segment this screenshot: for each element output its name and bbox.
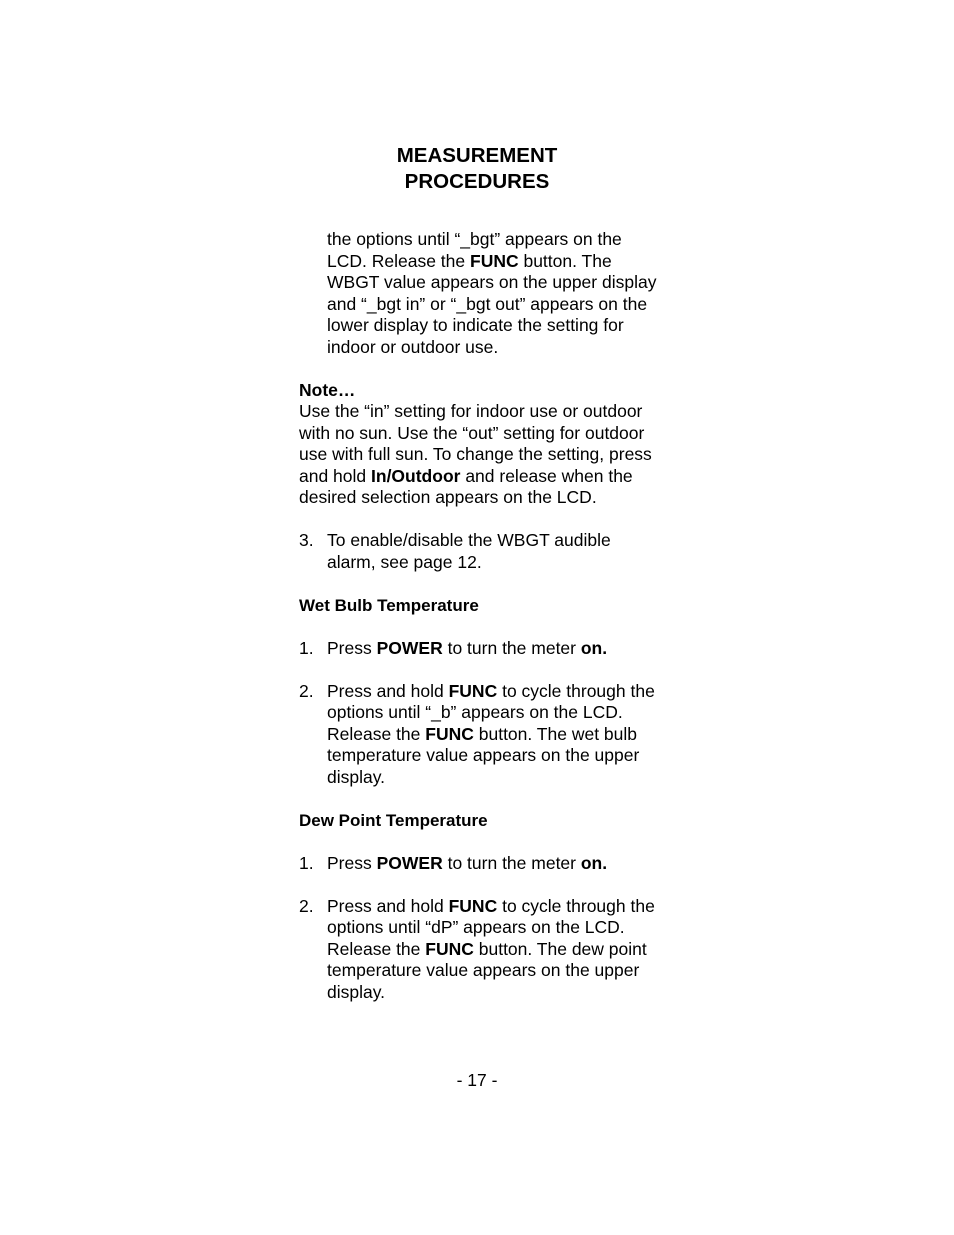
wet-bulb-step-1: 1. Press POWER to turn the meter on. [299, 637, 608, 658]
page-number: - 17 - [456, 1070, 498, 1090]
func-button-label: FUNC [425, 723, 474, 744]
list-item-3 [299, 530, 647, 573]
power-button-label: POWER [376, 852, 443, 873]
dew-point-step-1: 1. Press POWER to turn the meter on. [299, 852, 608, 873]
func-button-label: FUNC [425, 938, 474, 959]
page-title-line-2: PROCEDURES [404, 170, 550, 193]
continued-step-text: the options until “_bgt” appears on the LCD. Release the FUNC button. The WBGT value appears on the upper display and “_bgt in” or “_bgt out” appears on the lower display to indicate the setting for indoor or outdoor use. [327, 229, 657, 357]
page-title [300, 143, 654, 195]
dew-point-step-2: 2. Press and hold FUNC to cycle through the options until “dP” appears on the LCD. Release the FUNC button. The dew point temperature value appears on the upper display. [299, 895, 655, 1002]
list-item-number: 2. [299, 895, 314, 916]
dew-point-heading: Dew Point Temperature [299, 810, 488, 830]
list-item-number: 3. [299, 530, 314, 550]
list-item-number: 1. [299, 637, 314, 658]
in-outdoor-button-label: In/Outdoor [371, 465, 461, 486]
func-button-label: FUNC [448, 680, 498, 701]
note-title: Note… [299, 379, 356, 400]
power-button-label: POWER [376, 637, 443, 658]
list-item-text: To enable/disable the WBGT audible alarm, see page 12. [327, 530, 611, 572]
func-button-label: FUNC [470, 250, 519, 271]
wet-bulb-step-2: 2. Press and hold FUNC to cycle through the options until “_b” appears on the LCD. Release the FUNC button. The wet bulb temperature value appears on the upper display. [299, 680, 655, 787]
list-item-number: 2. [299, 680, 314, 701]
func-button-label: FUNC [448, 895, 498, 916]
on-label: on. [580, 637, 608, 658]
wet-bulb-heading: Wet Bulb Temperature [299, 595, 479, 615]
page-content [299, 229, 669, 1003]
page-title-line-1: MEASUREMENT [396, 144, 558, 167]
on-label: on. [580, 852, 608, 873]
note-block: Note… Use the “in” setting for indoor use or outdoor with no sun. Use the “out” setting for outdoor use with full sun. To change the setting, press and hold In/Outdoor and release when the desired selection appears on the LCD. [299, 379, 652, 507]
list-item-number: 1. [299, 852, 314, 873]
